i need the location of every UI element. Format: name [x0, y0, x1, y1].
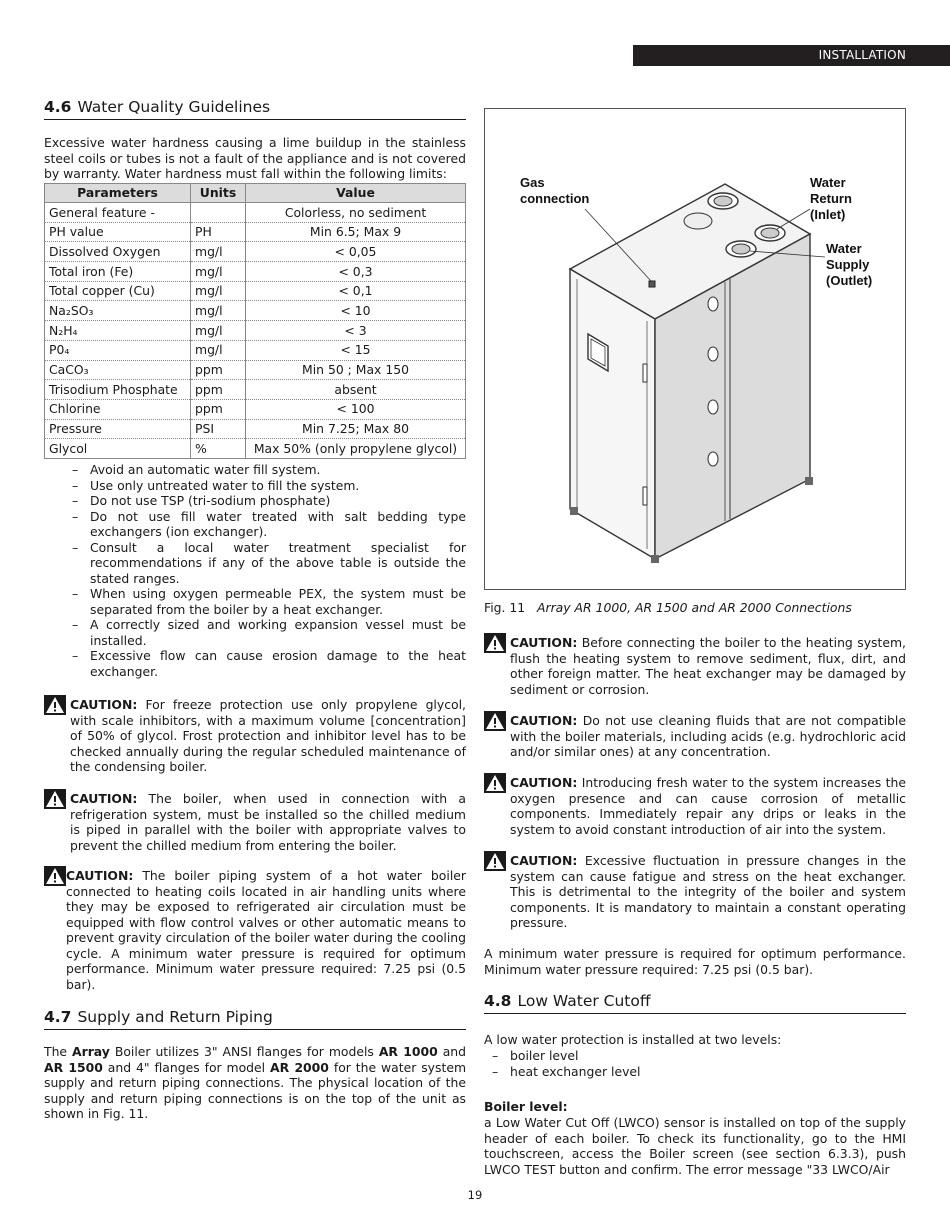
- caution-body: Do not use cleaning fluids that are not compatible with the boiler materials, including acids (e.g. hydrochloric acid and/or similar ones) at any concentration.: [510, 713, 906, 759]
- table-header-row: [45, 184, 466, 203]
- caution-glycol: [44, 697, 466, 775]
- section-number: 4.6: [44, 98, 72, 116]
- value-cell: Max 50% (only propylene glycol): [246, 439, 466, 459]
- table-row: [45, 203, 466, 223]
- value-cell: < 3: [246, 321, 466, 341]
- caution-label: CAUTION:: [66, 868, 134, 883]
- value-cell: < 10: [246, 301, 466, 321]
- list-item: – Do not use TSP (tri-sodium phosphate): [72, 493, 466, 509]
- section-number: 4.8: [484, 992, 512, 1010]
- param-cell: Chlorine: [45, 399, 191, 419]
- warning-triangle-icon: [44, 866, 66, 886]
- boiler-left-face: [570, 269, 655, 559]
- section-heading: Supply and Return Piping: [77, 1008, 273, 1026]
- param-cell: N₂H₄: [45, 321, 191, 341]
- caution-text: [484, 635, 906, 697]
- caution-body: Excessive fluctuation in pressure changes in the system can cause fatigue and stress on the heat exchanger. This is detrimental to the integrity of the boiler and system components. It is mandatory to maintain a constant operating pressure.: [510, 853, 906, 930]
- unit-cell: mg/l: [191, 281, 246, 301]
- unit-cell: mg/l: [191, 301, 246, 321]
- param-cell: Trisodium Phosphate: [45, 380, 191, 400]
- caution-text: [484, 713, 906, 760]
- param-cell: Total copper (Cu): [45, 281, 191, 301]
- column-header: Parameters: [45, 184, 191, 203]
- water-supply-bore: [732, 244, 750, 254]
- section-number: 4.7: [44, 1008, 72, 1026]
- value-cell: < 0,1: [246, 281, 466, 301]
- unit-cell: mg/l: [191, 262, 246, 282]
- caution-fresh-water: [484, 775, 906, 837]
- table-row: [45, 281, 466, 301]
- top-opening: [684, 213, 712, 229]
- section-4-7-title: [44, 1007, 466, 1030]
- page-number: 19: [467, 1188, 483, 1202]
- list-item: – A correctly sized and working expansion vessel must be installed.: [72, 617, 466, 648]
- caution-text: [44, 791, 466, 853]
- boiler-level-heading: Boiler level:: [484, 1099, 568, 1114]
- port-hole: [708, 297, 718, 311]
- caution-label: CAUTION:: [510, 775, 578, 790]
- door-handle: [643, 364, 647, 382]
- supply-return-paragraph: [44, 1044, 466, 1122]
- gas-connection-fitting: [649, 281, 655, 287]
- param-cell: CaCO₃: [45, 360, 191, 380]
- boiler-foot: [651, 555, 659, 563]
- table-row: [45, 340, 466, 360]
- caution-body: Introducing fresh water to the system increases the oxygen presence and can cause corrosion of metallic components. Immediately repair any drips or leaks in the system to avoid constant introduction of air into the system.: [510, 775, 906, 837]
- unit-cell: mg/l: [191, 242, 246, 262]
- list-item: – When using oxygen permeable PEX, the system must be separated from the boiler by a heat exchanger.: [72, 586, 466, 617]
- lwco-intro: A low water protection is installed at two levels:: [484, 1032, 782, 1047]
- text-run: and 4" flanges for model: [102, 1059, 271, 1075]
- label-line: Return: [810, 191, 852, 206]
- section-header-bar: [633, 45, 950, 66]
- brand-name: Array: [72, 1044, 110, 1059]
- value-cell: Min 7.25; Max 80: [246, 419, 466, 439]
- table-row: [45, 321, 466, 341]
- table-row: [45, 301, 466, 321]
- list-item: – Consult a local water treatment specialist for recommendations if any of the above table is outside the stated ranges.: [72, 540, 466, 587]
- table-row: [45, 419, 466, 439]
- caution-text: [44, 697, 466, 775]
- table-row: [45, 262, 466, 282]
- port-hole: [708, 400, 718, 414]
- warning-triangle-icon: [44, 695, 66, 715]
- param-cell: Dissolved Oxygen: [45, 242, 191, 262]
- warning-triangle-icon: [484, 851, 506, 871]
- unit-cell: %: [191, 439, 246, 459]
- water-return-label: [810, 175, 852, 223]
- caution-label: CAUTION:: [70, 697, 138, 712]
- table-row: [45, 399, 466, 419]
- caution-air-handling: [44, 868, 466, 992]
- water-return-bore: [761, 228, 779, 238]
- value-cell: Min 50 ; Max 150: [246, 360, 466, 380]
- column-header: Value: [246, 184, 466, 203]
- value-cell: Colorless, no sediment: [246, 203, 466, 223]
- param-cell: Na₂SO₃: [45, 301, 191, 321]
- text-run: The: [44, 1044, 72, 1059]
- label-line: (Outlet): [826, 273, 873, 288]
- caution-label: CAUTION:: [510, 853, 578, 868]
- warning-triangle-icon: [484, 711, 506, 731]
- value-cell: < 0,3: [246, 262, 466, 282]
- warning-triangle-icon: [484, 773, 506, 793]
- unit-cell: mg/l: [191, 340, 246, 360]
- label-line: connection: [520, 191, 590, 206]
- boiler-level-text: a Low Water Cut Off (LWCO) sensor is installed on top of the supply header of each boiler. To check its functionality, go to the HMI touchscreen, access the Boiler screen (see section 6.3.3), push LWCO TEST button and confirm. The error message "33 LWCO/Air: [484, 1115, 906, 1177]
- section-heading: Low Water Cutoff: [517, 992, 651, 1010]
- table-row: [45, 222, 466, 242]
- column-header: Units: [191, 184, 246, 203]
- unit-cell: ppm: [191, 360, 246, 380]
- unit-cell: ppm: [191, 399, 246, 419]
- param-cell: P0₄: [45, 340, 191, 360]
- top-flange-bore: [714, 196, 732, 206]
- param-cell: Pressure: [45, 419, 191, 439]
- caution-refrigeration: [44, 791, 466, 853]
- caution-text: [484, 853, 906, 931]
- value-cell: < 15: [246, 340, 466, 360]
- caution-label: CAUTION:: [510, 635, 578, 650]
- label-line: Gas: [520, 175, 545, 190]
- list-item: – boiler level: [484, 1048, 906, 1064]
- caution-pressure-fluctuation: [484, 853, 906, 931]
- caution-label: CAUTION:: [70, 791, 138, 806]
- value-cell: < 0,05: [246, 242, 466, 262]
- figure-11-frame: [484, 108, 906, 590]
- section-4-6-title: [44, 97, 466, 120]
- label-line: Water: [826, 241, 862, 256]
- gas-connection-label: [520, 175, 589, 207]
- warning-triangle-icon: [484, 633, 506, 653]
- min-pressure-paragraph: A minimum water pressure is required for optimum performance. Minimum water pressure required: 7.25 psi (0.5 bar).: [484, 946, 906, 977]
- caution-label: CAUTION:: [510, 713, 578, 728]
- unit-cell: ppm: [191, 380, 246, 400]
- caution-body: For freeze protection use only propylene glycol, with scale inhibitors, with a maximum volume [concentration] of 50% of glycol. Frost protection and inhibitor level has to be checked annually during the regular scheduled maintenance of the condensing boiler.: [70, 697, 466, 774]
- table-row: [45, 242, 466, 262]
- figure-caption: [484, 600, 906, 616]
- param-cell: General feature -: [45, 203, 191, 223]
- port-hole: [708, 347, 718, 361]
- param-cell: Total iron (Fe): [45, 262, 191, 282]
- caution-cleaning-fluids: [484, 713, 906, 760]
- label-line: (Inlet): [810, 207, 846, 222]
- unit-cell: PSI: [191, 419, 246, 439]
- value-cell: absent: [246, 380, 466, 400]
- label-line: Supply: [826, 257, 870, 272]
- boiler-foot: [570, 507, 578, 515]
- text-run: for the water system supply and return piping connections. The physical location of the supply and return piping connections is on the top of the unit as shown in Fig. 11.: [44, 1059, 467, 1121]
- boiler-foot: [805, 477, 813, 485]
- list-item: – heat exchanger level: [484, 1064, 906, 1080]
- table-row: [45, 439, 466, 459]
- water-supply-label: [826, 241, 872, 289]
- figure-number: Fig. 11: [484, 600, 526, 615]
- caution-body: The boiler piping system of a hot water boiler connected to heating coils located in air handling units where they may be exposed to refrigerated air circulation must be equipped with flow control valves or other automatic means to prevent gravity circulation of the boiler water during the cooling cycle. A minimum water pressure is required for optimum performance. Minimum water pressure required: 7.25 psi (0.5 bar).: [66, 868, 466, 992]
- warning-triangle-icon: [44, 789, 66, 809]
- caution-text: [484, 775, 906, 837]
- unit-cell: PH: [191, 222, 246, 242]
- water-guidelines-list: [72, 462, 466, 679]
- port-hole: [708, 452, 718, 466]
- section-4-8-title: [484, 991, 906, 1014]
- list-item: – Use only untreated water to fill the system.: [72, 478, 466, 494]
- section-heading: Water Quality Guidelines: [77, 98, 271, 116]
- lwco-levels-list: [484, 1048, 906, 1079]
- table-row: [45, 380, 466, 400]
- model-name: AR 2000: [270, 1059, 329, 1075]
- water-quality-table: [44, 183, 466, 459]
- label-line: Water: [810, 175, 846, 190]
- list-item: – Do not use fill water treated with salt bedding type exchangers (ion exchanger).: [72, 509, 466, 540]
- text-run: and: [437, 1044, 467, 1059]
- param-cell: Glycol: [45, 439, 191, 459]
- unit-cell: mg/l: [191, 321, 246, 341]
- water-hardness-intro: Excessive water hardness causing a lime buildup in the stainless steel coils or tubes is not a fault of the appliance and is not covered by warranty. Water hardness must fall within the following limits:: [44, 135, 466, 181]
- caution-body: The boiler, when used in connection with a refrigeration system, must be installed so the chilled medium is piped in parallel with the boiler with appropriate valves to prevent the chilled medium from entering the boiler.: [70, 791, 466, 853]
- unit-cell: [191, 203, 246, 223]
- figure-title: Array AR 1000, AR 1500 and AR 2000 Connections: [537, 600, 852, 615]
- header-label: INSTALLATION: [818, 48, 906, 62]
- caution-body: Before connecting the boiler to the heating system, flush the heating system to remove sediment, flux, dirt, and other foreign matter. The heat exchanger may be damaged by sediment or corrosion.: [510, 635, 906, 697]
- value-cell: < 100: [246, 399, 466, 419]
- param-cell: PH value: [45, 222, 191, 242]
- model-name: AR 1000: [378, 1044, 438, 1059]
- table-row: [45, 360, 466, 380]
- text-run: Boiler utilizes 3" ANSI flanges for models: [109, 1044, 379, 1059]
- model-name: AR 1500: [44, 1059, 103, 1075]
- list-item: – Excessive flow can cause erosion damage to the heat exchanger.: [72, 648, 466, 679]
- caution-text: [44, 868, 466, 992]
- list-item: – Avoid an automatic water fill system.: [72, 462, 466, 478]
- door-handle: [643, 487, 647, 505]
- value-cell: Min 6.5; Max 9: [246, 222, 466, 242]
- caution-flush-system: [484, 635, 906, 697]
